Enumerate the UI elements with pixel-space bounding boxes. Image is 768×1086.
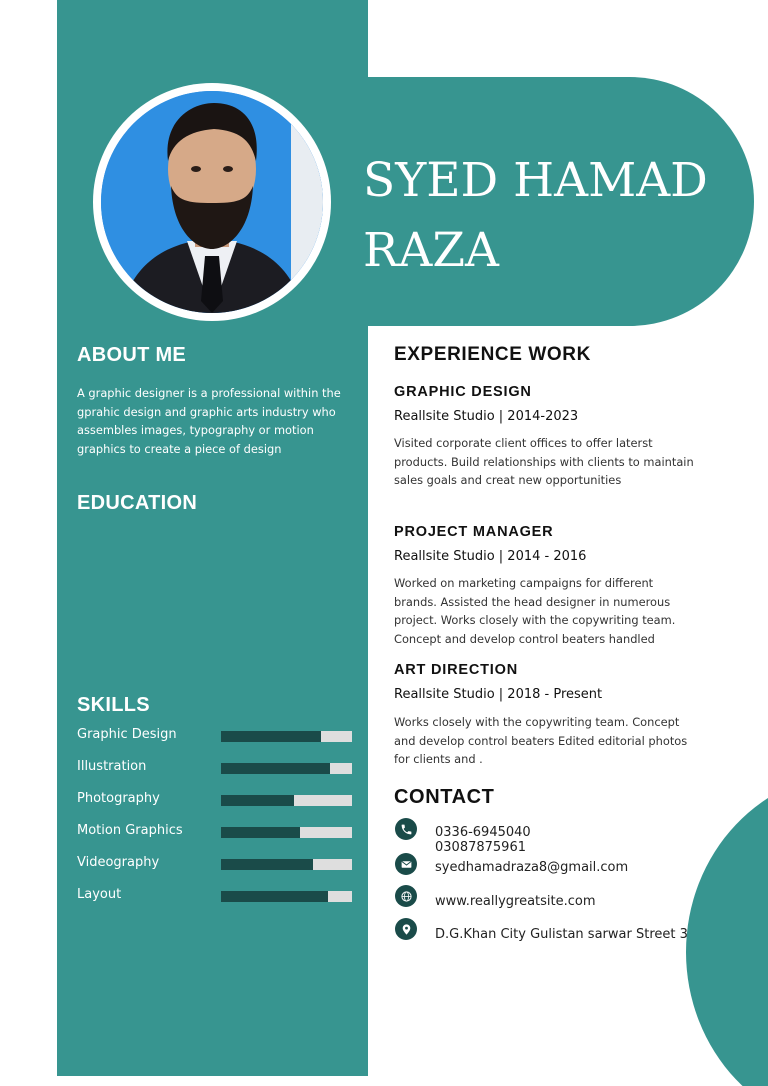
phone-number[interactable]: 0336-6945040 bbox=[435, 825, 531, 840]
education-heading: EDUCATION bbox=[77, 492, 198, 514]
skill-fill bbox=[221, 763, 330, 774]
profile-photo bbox=[101, 91, 323, 313]
skill-row bbox=[77, 791, 352, 811]
profile-portrait-illustration bbox=[101, 91, 323, 313]
skill-label: Illustration bbox=[77, 759, 147, 774]
person-name bbox=[363, 146, 763, 286]
skill-bar bbox=[221, 731, 352, 742]
phone-icon bbox=[395, 818, 417, 840]
phone-number[interactable]: 03087875961 bbox=[435, 840, 526, 855]
location-icon bbox=[395, 918, 417, 940]
address-text: D.G.Khan City Gulistan sarwar Street 3 bbox=[435, 927, 688, 942]
about-text: A graphic designer is a professional within the gprahic design and graphic arts industry who assembles images, typography or motion graphics to create a piece of design bbox=[77, 386, 341, 456]
skill-label: Photography bbox=[77, 791, 160, 806]
skill-bar bbox=[221, 763, 352, 774]
skill-row bbox=[77, 887, 352, 907]
skill-label: Graphic Design bbox=[77, 727, 177, 742]
job-description: Worked on marketing campaigns for different brands. Assisted the head designer in numerous project. Works closely with the copywriting team. Concept and develop control beaters handled bbox=[394, 576, 676, 646]
job-title: ART DIRECTION bbox=[394, 662, 518, 678]
name-line-1: SYED HAMAD bbox=[363, 153, 708, 208]
skill-label: Motion Graphics bbox=[77, 823, 183, 838]
contact-heading: CONTACT bbox=[394, 786, 495, 808]
skill-bar bbox=[221, 795, 352, 806]
skill-row bbox=[77, 823, 352, 843]
email-icon bbox=[395, 853, 417, 875]
skill-row bbox=[77, 727, 352, 747]
about-heading: ABOUT ME bbox=[77, 344, 187, 366]
skill-fill bbox=[221, 731, 321, 742]
experience-heading: EXPERIENCE WORK bbox=[394, 344, 591, 365]
decorative-circle bbox=[686, 772, 768, 1086]
job-description: Works closely with the copywriting team. Concept and develop control beaters Edited editorial photos for clients and . bbox=[394, 715, 688, 766]
job-title: GRAPHIC DESIGN bbox=[394, 384, 532, 400]
skills-heading: SKILLS bbox=[77, 694, 150, 716]
skill-fill bbox=[221, 795, 294, 806]
globe-icon bbox=[395, 885, 417, 907]
skill-row bbox=[77, 855, 352, 875]
skill-label: Videography bbox=[77, 855, 160, 870]
skill-row bbox=[77, 759, 352, 779]
skill-fill bbox=[221, 827, 300, 838]
name-line-2: RAZA bbox=[363, 223, 499, 278]
job-description: Visited corporate client offices to offer laterst products. Build relationships with clients to maintain sales goals and creat new opportunities bbox=[394, 436, 694, 487]
skill-bar bbox=[221, 891, 352, 902]
job-company: Reallsite Studio | 2014 - 2016 bbox=[394, 549, 587, 564]
skill-bar bbox=[221, 859, 352, 870]
website-link[interactable]: www.reallygreatsite.com bbox=[435, 894, 596, 909]
skill-bar bbox=[221, 827, 352, 838]
job-title: PROJECT MANAGER bbox=[394, 524, 554, 540]
email-link[interactable]: syedhamadraza8@gmail.com bbox=[435, 860, 629, 875]
skill-fill bbox=[221, 859, 313, 870]
skill-fill bbox=[221, 891, 328, 902]
job-company: Reallsite Studio | 2018 - Present bbox=[394, 687, 603, 702]
job-company: Reallsite Studio | 2014-2023 bbox=[394, 409, 579, 424]
skill-label: Layout bbox=[77, 887, 122, 902]
